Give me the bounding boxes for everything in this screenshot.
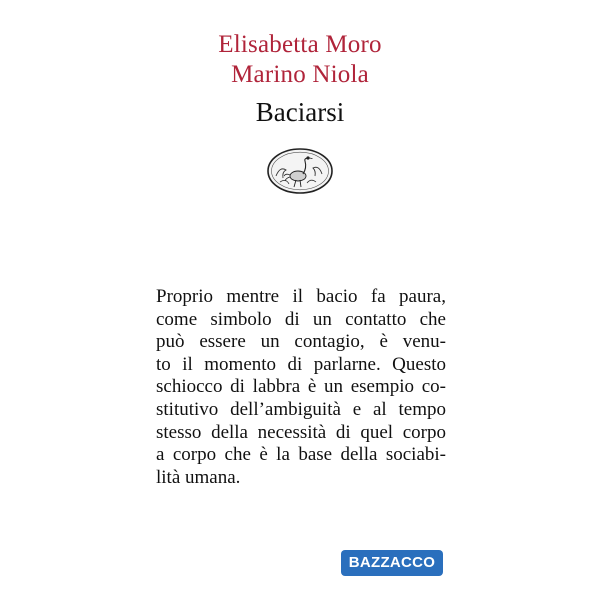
blurb-line: schiocco di labbra è un esempio co- <box>156 376 446 398</box>
blurb-line: stitutivo dell’ambiguità e al tempo <box>156 398 446 420</box>
blurb-line: come simbolo di un contatto che <box>156 308 446 330</box>
blurb-line: a corpo che è la base della sociabi- <box>156 444 446 466</box>
store-badge: BAZZACCO <box>341 550 443 576</box>
blurb-line: lità umana. <box>156 466 241 488</box>
book-title: Baciarsi <box>255 97 345 127</box>
blurb-line: stesso della necessità di quel corpo <box>156 421 446 443</box>
author-name-1: Elisabetta Moro <box>218 31 382 58</box>
blurb-line: può essere un contagio, è venu- <box>156 331 446 353</box>
author-name-2: Marino Niola <box>231 61 369 88</box>
blurb-text <box>156 286 446 489</box>
blurb-line: to il momento di parlarne. Questo <box>156 353 446 375</box>
ostrich-emblem-icon <box>266 146 334 196</box>
blurb-line: Proprio mentre il bacio fa paura, <box>156 286 446 307</box>
